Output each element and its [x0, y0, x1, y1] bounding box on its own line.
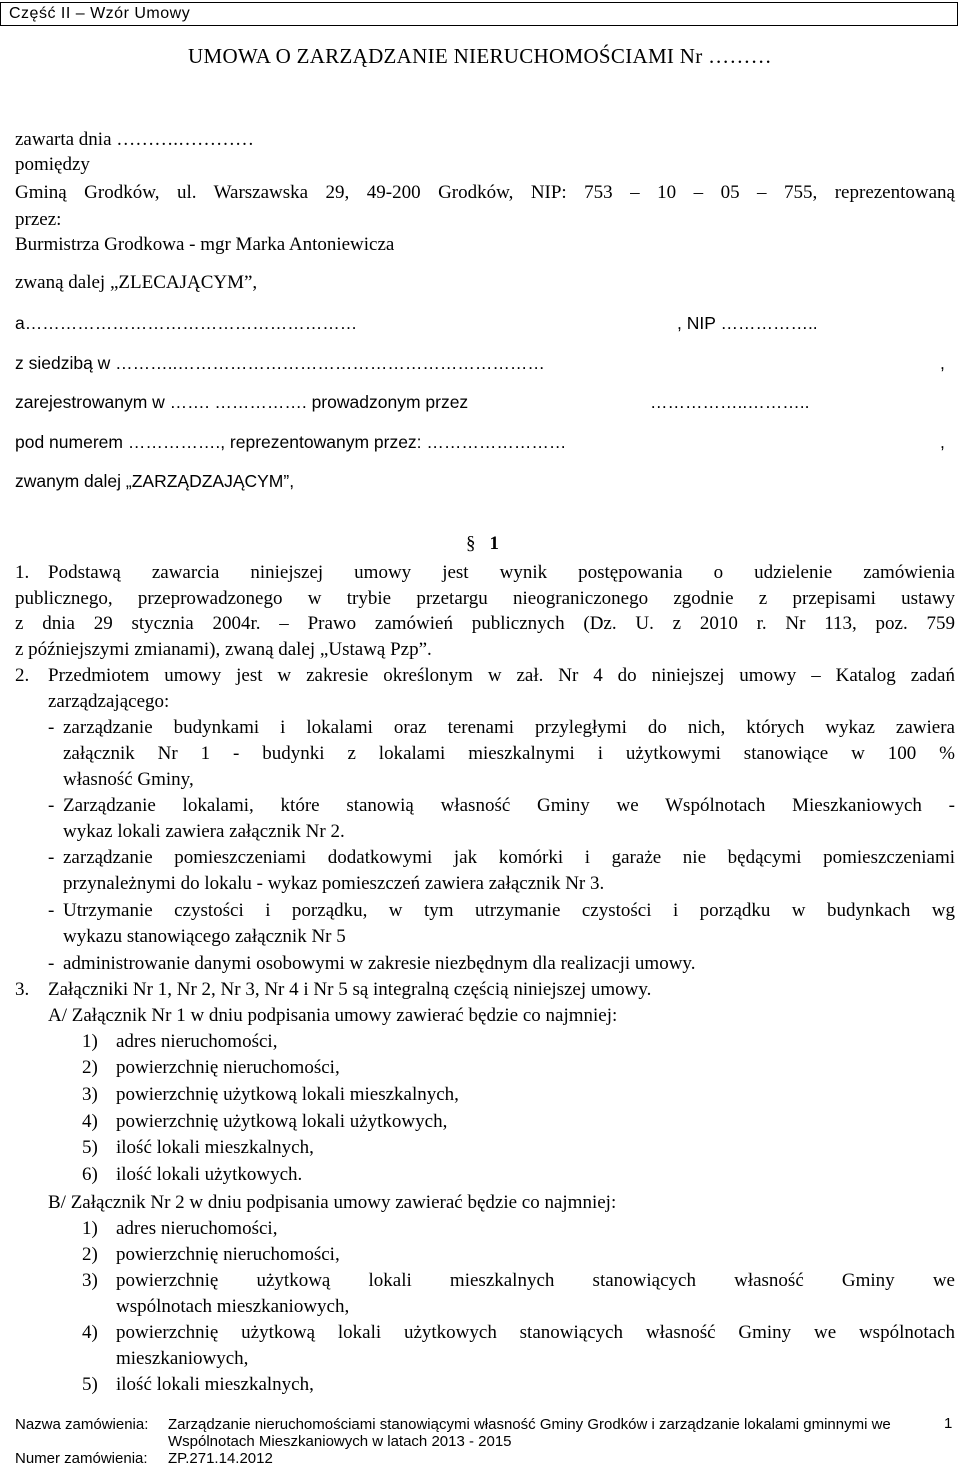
intro-representative: Burmistrza Grodkowa - mgr Marka Antoniewicza	[15, 234, 395, 255]
intro-date-line: zawarta dnia ……….…………	[15, 129, 255, 150]
d2-line2: wykaz lokali zawiera załącznik Nr 2.	[63, 821, 345, 842]
p3-number: 3.	[15, 979, 30, 1000]
d4-line1: Utrzymanie czystości i porządku, w tym utrzymanie czystości i porządku w budynkach wg	[63, 900, 955, 921]
b-item-text: ilość lokali mieszkalnych,	[116, 1374, 314, 1395]
footer-number-label: Numer zamówienia:	[15, 1450, 148, 1467]
footer-name-value-1: Zarządzanie nieruchomościami stanowiącymi własność Gminy Grodków i zarządzanie lokalami gminnymi we	[168, 1416, 891, 1433]
d1-line2: załącznik Nr 1 - budynki z lokalami mieszkalnymi i użytkowymi stanowiące w 100 %	[63, 743, 955, 764]
b-item-text: powierzchnię nieruchomości,	[116, 1244, 340, 1265]
d5-line1: administrowanie danymi osobowymi w zakresie niezbędnym dla realizacji umowy.	[63, 953, 696, 974]
dash-4: -	[48, 900, 55, 921]
b-item-number: 5)	[82, 1374, 98, 1395]
d1-line1: zarządzanie budynkami i lokalami oraz terenami przyległymi do nich, których wykaz zawiera	[63, 717, 955, 738]
intro-zarzadzajacy: zwanym dalej „ZARZĄDZAJĄCYM”,	[15, 471, 295, 491]
header-label: Część II – Wzór Umowy	[9, 5, 191, 22]
d1-line3: własność Gminy,	[63, 769, 194, 790]
a-item-text: powierzchnię użytkową lokali mieszkalnych,	[116, 1084, 459, 1105]
p2-line1: Przedmiotem umowy jest w zakresie określonym w zał. Nr 4 do niniejszej umowy – Katalog zadań	[48, 665, 955, 686]
intro-seat-end: ,	[940, 353, 945, 373]
a-item-number: 5)	[82, 1137, 98, 1158]
footer-name-label: Nazwa zamówienia:	[15, 1416, 149, 1433]
p2-line2: zarządzającego:	[48, 691, 170, 712]
a-item-number: 6)	[82, 1164, 98, 1185]
a-item-number: 4)	[82, 1111, 98, 1132]
a-item-text: ilość lokali użytkowych.	[116, 1164, 303, 1185]
dash-5: -	[48, 953, 55, 974]
b-item-number: 4)	[82, 1322, 98, 1343]
page-header	[0, 2, 958, 26]
intro-by: przez:	[15, 209, 62, 230]
d3-line1: zarządzanie pomieszczeniami dodatkowymi jak komórki i garaże nie będącymi pomieszczeniami	[63, 847, 955, 868]
a-item-text: powierzchnię nieruchomości,	[116, 1057, 340, 1078]
p1-line3: z dnia 29 stycznia 2004r. – Prawo zamówień publicznych (Dz. U. z 2010 r. Nr 113, poz. 759	[15, 613, 955, 634]
intro-party1: Gminą Grodków, ul. Warszawska 29, 49-200 Grodków, NIP: 753 – 10 – 05 – 755, reprezentowaną	[15, 182, 955, 203]
b-heading: B/ Załącznik Nr 2 w dniu podpisania umowy zawierać będzie co najmniej:	[48, 1192, 617, 1213]
intro-zlecajacy: zwaną dalej „ZLECAJĄCYM”,	[15, 272, 258, 293]
footer-number-value: ZP.271.14.2012	[168, 1450, 273, 1467]
b-item-text-cont: wspólnotach mieszkaniowych,	[116, 1296, 350, 1317]
intro-register-number-end: ,	[940, 432, 945, 452]
dash-2: -	[48, 795, 55, 816]
a-item-number: 2)	[82, 1057, 98, 1078]
b-item-number: 2)	[82, 1244, 98, 1265]
p1-line1: Podstawą zawarcia niniejszej umowy jest wynik postępowania o udzielenie zamówienia	[48, 562, 955, 583]
b-item-text: powierzchnię użytkową lokali użytkowych stanowiących własność Gminy we wspólnotach	[116, 1322, 955, 1343]
b-item-text: powierzchnię użytkową lokali mieszkalnych stanowiących własność Gminy we	[116, 1270, 955, 1291]
p1-number: 1.	[15, 562, 30, 583]
intro-registered: zarejestrowanym w ……. ……………. prowadzonym przez	[15, 392, 469, 412]
a-item-text: powierzchnię użytkową lokali użytkowych,	[116, 1111, 448, 1132]
section-symbol: §	[466, 533, 476, 554]
p3-line1: Załączniki Nr 1, Nr 2, Nr 3, Nr 4 i Nr 5 są integralną częścią niniejszej umowy.	[48, 979, 652, 1000]
dash-1: -	[48, 717, 55, 738]
intro-between: pomiędzy	[15, 154, 90, 175]
intro-registered-end: ……………..………..	[650, 392, 810, 412]
a-item-text: ilość lokali mieszkalnych,	[116, 1137, 314, 1158]
b-item-text: adres nieruchomości,	[116, 1218, 278, 1239]
p1-line4: z późniejszymi zmianami), zwaną dalej „Ustawą Pzp”.	[15, 639, 432, 660]
a-item-number: 1)	[82, 1031, 98, 1052]
footer-name-value-2: Wspólnotach Mieszkaniowych w latach 2013 - 2015	[168, 1433, 512, 1450]
p1-line2: publicznego, przeprowadzonego w trybie przetargu nieograniczonego zgodnie z przepisami ustawy	[15, 588, 955, 609]
dash-3: -	[48, 847, 55, 868]
a-heading: A/ Załącznik Nr 1 w dniu podpisania umowy zawierać będzie co najmniej:	[48, 1005, 618, 1026]
intro-register-number: pod numerem ……………., reprezentowanym przez: ……………………	[15, 432, 567, 452]
a-item-text: adres nieruchomości,	[116, 1031, 278, 1052]
intro-party2-name: a…………………………………………………	[15, 313, 358, 333]
b-item-text-cont: mieszkaniowych,	[116, 1348, 249, 1369]
d4-line2: wykazu stanowiącego załącznik Nr 5	[63, 926, 346, 947]
intro-party2-nip: , NIP ……………..	[677, 313, 818, 333]
section-heading	[466, 533, 499, 555]
a-item-number: 3)	[82, 1084, 98, 1105]
section-number: 1	[489, 533, 499, 554]
d3-line2: przynależnymi do lokalu - wykaz pomieszczeń zawiera załącznik Nr 3.	[63, 873, 605, 894]
b-item-number: 3)	[82, 1270, 98, 1291]
document-title: UMOWA O ZARZĄDZANIE NIERUCHOMOŚCIAMI Nr ………	[188, 44, 772, 68]
page-number: 1	[944, 1415, 953, 1432]
p2-number: 2.	[15, 665, 30, 686]
b-item-number: 1)	[82, 1218, 98, 1239]
d2-line1: Zarządzanie lokalami, które stanowią własność Gminy we Wspólnotach Mieszkaniowych -	[63, 795, 955, 816]
intro-seat: z siedzibą w ………..………………………………………………………	[15, 353, 545, 373]
